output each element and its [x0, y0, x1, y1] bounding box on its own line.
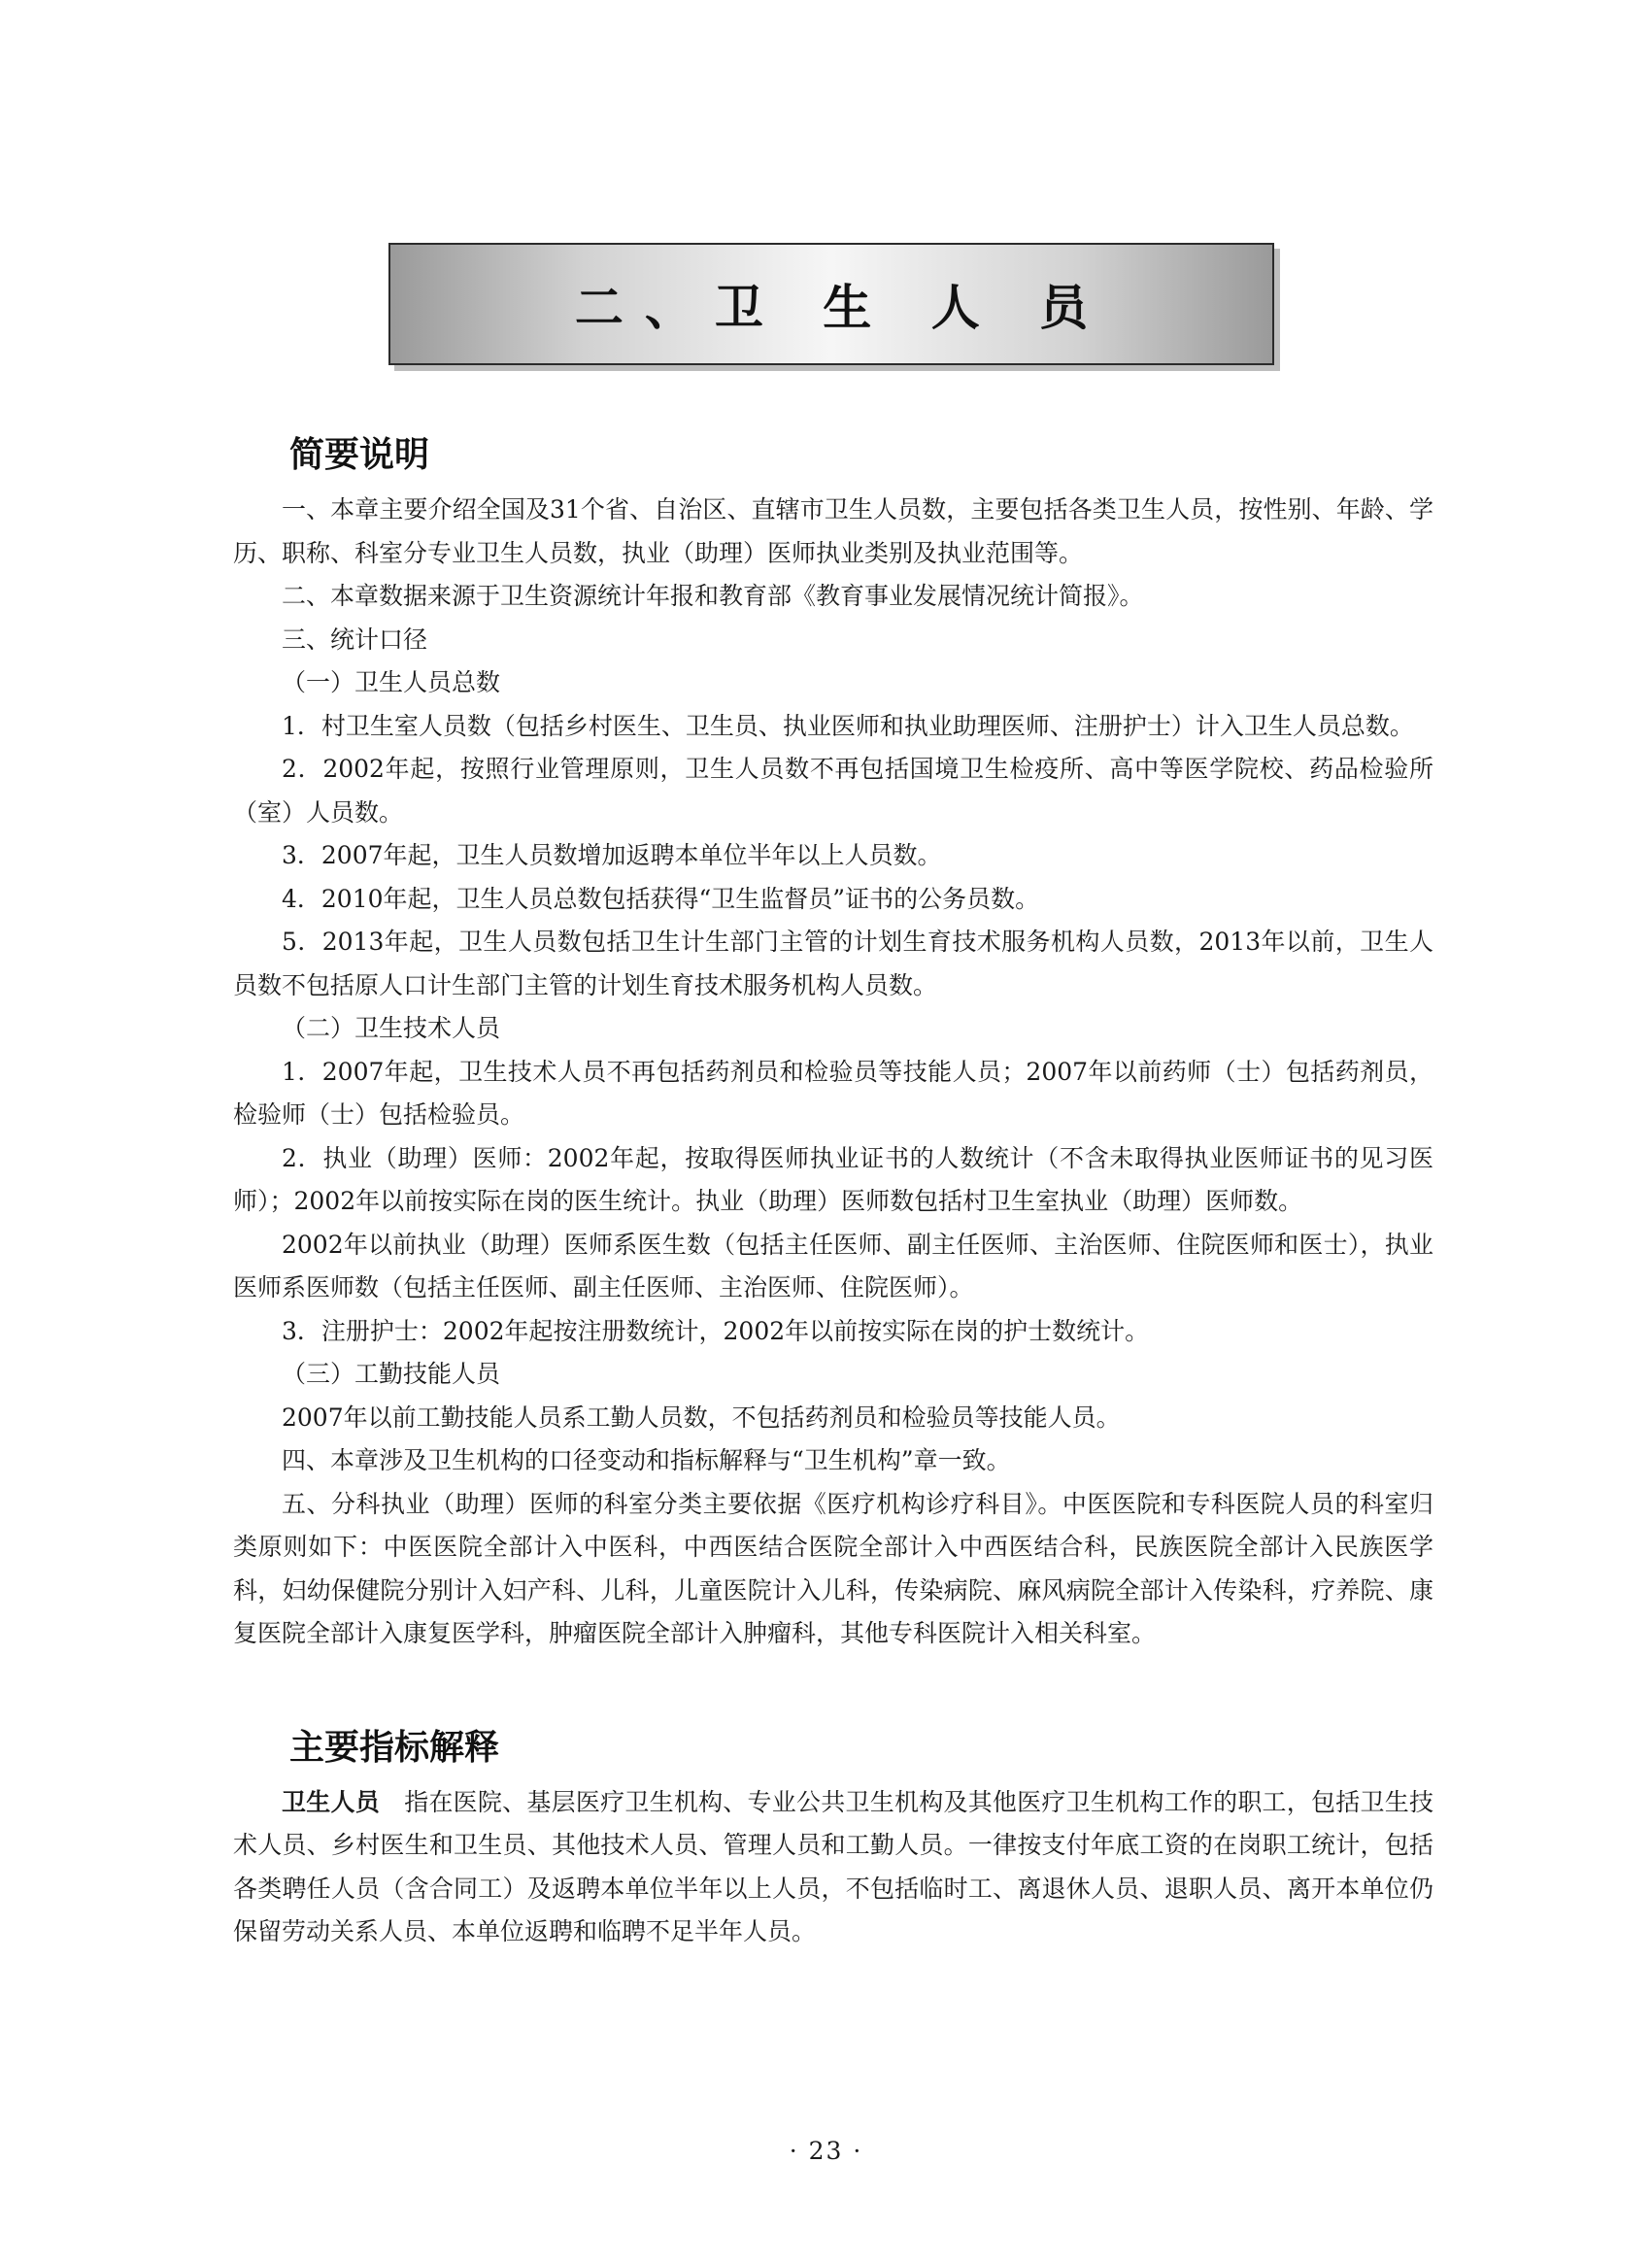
paragraph: 1．2007年起，卫生技术人员不再包括药剂员和检验员等技能人员；2007年以前药师（士）包括药剂员，检验师（士）包括检验员。	[233, 1057, 1433, 1129]
indicator-definition	[233, 1781, 1433, 1954]
paragraph: 2007年以前工勤技能人员系工勤人员数，不包括药剂员和检验员等技能人员。	[282, 1402, 1121, 1432]
indicator-term: 卫生人员	[282, 1787, 380, 1816]
paragraph: （一）卫生人员总数	[282, 668, 501, 696]
paragraph: 四、本章涉及卫生机构的口径变动和指标解释与“卫生机构”章一致。	[282, 1446, 1011, 1474]
paragraph: 3．2007年起，卫生人员数增加返聘本单位半年以上人员数。	[282, 841, 942, 869]
page-content	[233, 427, 1433, 1954]
paragraph: 一、本章主要介绍全国及31个省、自治区、直辖市卫生人员数，主要包括各类卫生人员，按性别、年龄、学历、职称、科室分专业卫生人员数，执业（助理）医师执业类别及执业范围等。	[233, 495, 1433, 567]
section-heading-indicators: 主要指标解释	[289, 1727, 500, 1768]
paragraph: 2．执业（助理）医师：2002年起，按取得医师执业证书的人数统计（不含未取得执业医师证书的见习医师）；2002年以前按实际在岗的医生统计。执业（助理）医师数包括村卫生室执业（助理）医师数。	[233, 1143, 1433, 1215]
chapter-title: 二、卫 生 人 员	[574, 280, 1110, 336]
paragraph: （三）工勤技能人员	[282, 1360, 501, 1388]
paragraph: 2．2002年起，按照行业管理原则，卫生人员数不再包括国境卫生检疫所、高中等医学院校、药品检验所（室）人员数。	[233, 755, 1433, 827]
paragraph: 4．2010年起，卫生人员总数包括获得“卫生监督员”证书的公务员数。	[282, 884, 1040, 913]
section-heading-overview: 简要说明	[289, 435, 430, 475]
page-number: · 23 ·	[789, 2137, 863, 2165]
paragraph: 五、分科执业（助理）医师的科室分类主要依据《医疗机构诊疗科目》。中医医院和专科医院人员的科室归类原则如下：中医医院全部计入中医科，中西医结合医院全部计入中西医结合科，民族医院全部计入民族医学科，妇幼保健院分别计入妇产科、儿科，儿童医院计入儿科，传染病院、麻风病院全部计入传染科，疗养院、康复医院全部计入康复医学科，肿瘤医院全部计入肿瘤科，其他专科医院计入相关科室。	[233, 1489, 1433, 1647]
paragraph: 2002年以前执业（助理）医师系医生数（包括主任医师、副主任医师、主治医师、住院医师和医士），执业医师系医师数（包括主任医师、副主任医师、主治医师、住院医师）。	[233, 1230, 1433, 1301]
paragraph: 3．注册护士：2002年起按注册数统计，2002年以前按实际在岗的护士数统计。	[282, 1316, 1150, 1345]
paragraph: 1．村卫生室人员数（包括乡村医生、卫生员、执业医师和执业助理医师、注册护士）计入卫生人员总数。	[282, 711, 1414, 740]
chapter-title-box	[388, 243, 1274, 365]
indicator-text: 指在医院、基层医疗卫生机构、专业公共卫生机构及其他医疗卫生机构工作的职工，包括卫生技术人员、乡村医生和卫生员、其他技术人员、管理人员和工勤人员。一律按支付年底工资的在岗职工统计，包括各类聘任人员（含合同工）及返聘本单位半年以上人员，不包括临时工、离退休人员、退职人员、离开本单位仍保留劳动关系人员、本单位返聘和临聘不足半年人员。	[233, 1787, 1433, 1945]
paragraph: 三、统计口径	[282, 625, 428, 654]
paragraph: 二、本章数据来源于卫生资源统计年报和教育部《教育事业发展情况统计简报》。	[282, 582, 1144, 610]
paragraph: 5．2013年起，卫生人员数包括卫生计生部门主管的计划生育技术服务机构人员数，2013年以前，卫生人员数不包括原人口计生部门主管的计划生育技术服务机构人员数。	[233, 928, 1433, 999]
paragraph: （二）卫生技术人员	[282, 1014, 501, 1042]
